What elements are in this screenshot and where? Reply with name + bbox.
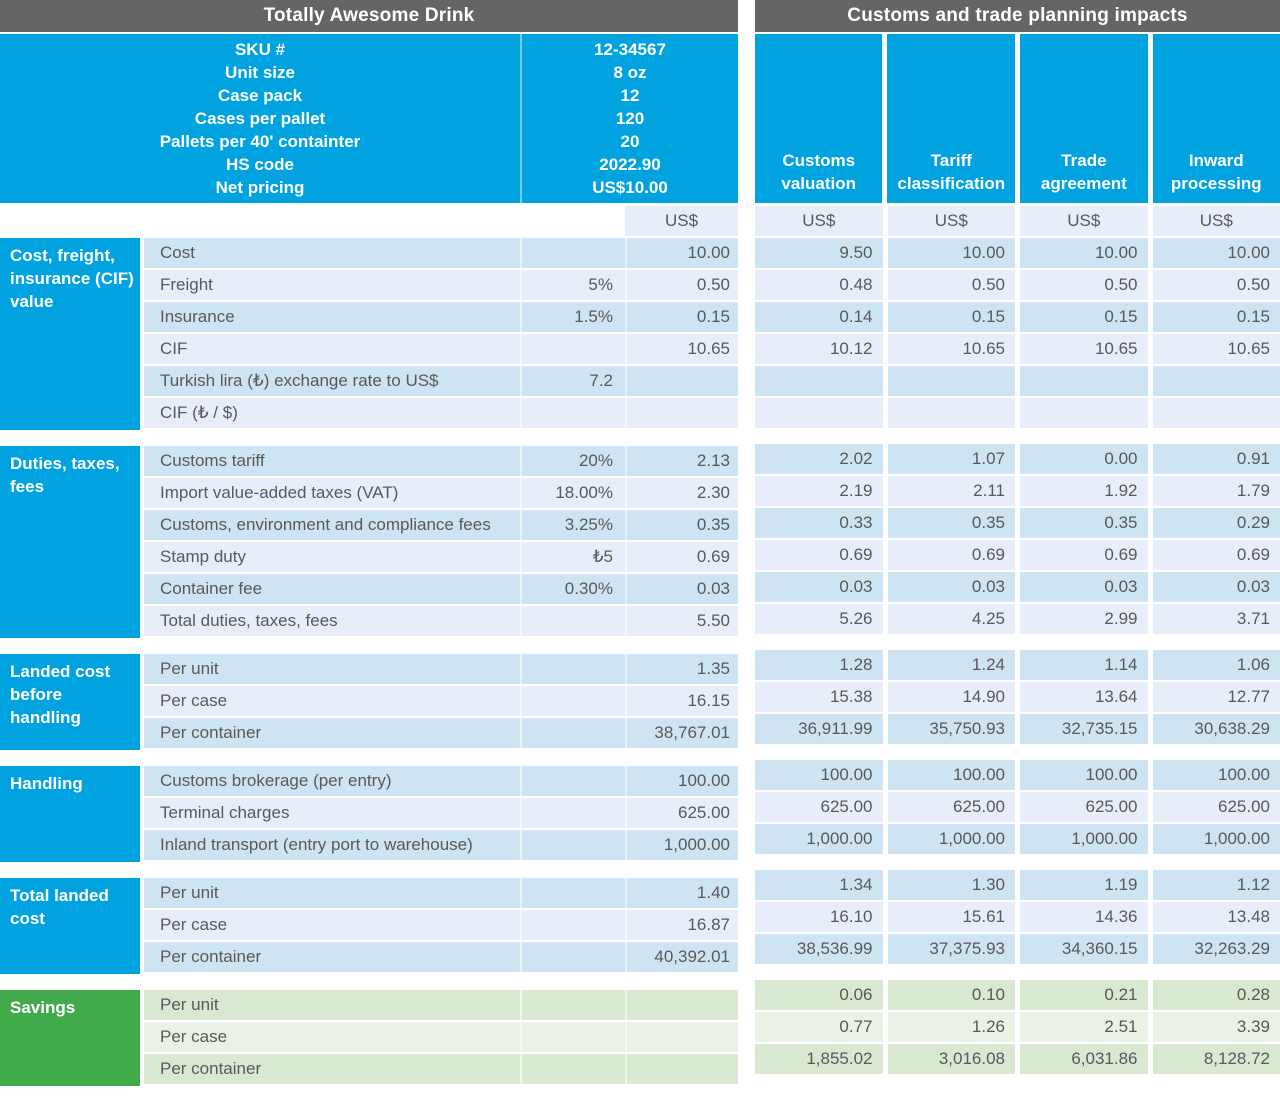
value-cell: 0.03 [1153, 572, 1280, 602]
section-rows [144, 654, 738, 750]
value-cell: 0.15 [1020, 302, 1148, 332]
section-label: Landed cost before handling [0, 654, 140, 750]
currency-header: US$ [755, 206, 883, 236]
value-cell: 0.69 [755, 540, 883, 570]
section-rows [144, 766, 738, 862]
row-percent [520, 942, 625, 972]
right-panel-title: Customs and trade planning impacts [755, 0, 1280, 32]
info-label: Net pricing [0, 176, 520, 199]
row-value: 16.87 [625, 910, 738, 940]
row-label: Cost [144, 238, 520, 268]
value-cell: 10.00 [1153, 238, 1280, 268]
value-cell: 1.14 [1020, 650, 1148, 680]
value-cell: 13.48 [1153, 902, 1280, 932]
value-cell: 1.34 [755, 870, 883, 900]
table-row [755, 714, 1280, 744]
table-row [144, 542, 738, 572]
value-cell: 0.03 [888, 572, 1016, 602]
section-label: Duties, taxes, fees [0, 446, 140, 638]
section-total-landed-values [755, 870, 1280, 964]
value-cell: 0.35 [888, 508, 1016, 538]
table-row [144, 478, 738, 508]
info-label: Cases per pallet [0, 107, 520, 130]
info-value: 12-34567 [522, 38, 738, 61]
product-info-labels [0, 34, 520, 203]
value-cell: 1.12 [1153, 870, 1280, 900]
row-value: 1.35 [625, 654, 738, 684]
value-cell: 625.00 [1020, 792, 1148, 822]
row-value [625, 990, 738, 1020]
table-row [144, 1054, 738, 1084]
table-row [755, 238, 1280, 268]
trade-impacts-panel [755, 0, 1280, 1102]
row-percent [520, 238, 625, 268]
table-row [755, 366, 1280, 396]
value-cell: 6,031.86 [1020, 1044, 1148, 1074]
value-cell: 0.69 [888, 540, 1016, 570]
value-cell: 2.19 [755, 476, 883, 506]
value-cell: 1.30 [888, 870, 1016, 900]
info-value: 12 [522, 84, 738, 107]
table-row [755, 934, 1280, 964]
table-row [755, 682, 1280, 712]
value-cell: 0.21 [1020, 980, 1148, 1010]
value-cell: 0.50 [888, 270, 1016, 300]
table-row [144, 686, 738, 716]
value-cell: 12.77 [1153, 682, 1280, 712]
info-value: 8 oz [522, 61, 738, 84]
table-row [755, 444, 1280, 474]
currency-header: US$ [1020, 206, 1148, 236]
row-value: 100.00 [625, 766, 738, 796]
value-cell: 13.64 [1020, 682, 1148, 712]
row-label: Per case [144, 1022, 520, 1052]
section-landed-before-values [755, 650, 1280, 744]
row-value: 38,767.01 [625, 718, 738, 748]
value-cell: 100.00 [755, 760, 883, 790]
row-label: Per unit [144, 990, 520, 1020]
row-label: CIF (₺ / $) [144, 398, 520, 428]
value-cell: 34,360.15 [1020, 934, 1148, 964]
value-cell: 1.07 [888, 444, 1016, 474]
row-percent [520, 654, 625, 684]
row-value: 2.30 [625, 478, 738, 508]
table-row [755, 540, 1280, 570]
row-label: Terminal charges [144, 798, 520, 828]
currency-header: US$ [888, 206, 1016, 236]
row-percent [520, 606, 625, 636]
value-cell: 10.00 [888, 238, 1016, 268]
right-currency-row [755, 206, 1280, 236]
row-label: Customs tariff [144, 446, 520, 476]
value-cell: 1.26 [888, 1012, 1016, 1042]
value-cell [888, 366, 1016, 396]
value-cell: 38,536.99 [755, 934, 883, 964]
row-value: 1,000.00 [625, 830, 738, 860]
value-cell: 0.00 [1020, 444, 1148, 474]
table-row [755, 270, 1280, 300]
row-label: Total duties, taxes, fees [144, 606, 520, 636]
table-row [755, 1012, 1280, 1042]
section-label: Total landed cost [0, 878, 140, 974]
value-cell: 0.50 [1020, 270, 1148, 300]
row-value [625, 398, 738, 428]
table-row [755, 302, 1280, 332]
row-label: Per container [144, 942, 520, 972]
value-cell: 0.33 [755, 508, 883, 538]
table-row [755, 508, 1280, 538]
table-row [144, 510, 738, 540]
row-label: Stamp duty [144, 542, 520, 572]
table-row [144, 334, 738, 364]
value-cell: 1,000.00 [888, 824, 1016, 854]
value-cell: 10.65 [888, 334, 1016, 364]
value-cell: 37,375.93 [888, 934, 1016, 964]
value-cell: 0.03 [755, 572, 883, 602]
value-cell: 0.91 [1153, 444, 1280, 474]
table-row [144, 990, 738, 1020]
value-cell [888, 398, 1016, 428]
section-label: Savings [0, 990, 140, 1086]
value-cell: 0.29 [1153, 508, 1280, 538]
table-row [755, 1044, 1280, 1074]
value-cell: 1,000.00 [1020, 824, 1148, 854]
row-value: 5.50 [625, 606, 738, 636]
value-cell: 0.03 [1020, 572, 1148, 602]
row-percent [520, 1054, 625, 1084]
row-percent [520, 718, 625, 748]
table-row [144, 910, 738, 940]
info-label: HS code [0, 153, 520, 176]
row-label: Turkish lira (₺) exchange rate to US$ [144, 366, 520, 396]
value-cell: 1.79 [1153, 476, 1280, 506]
row-value: 625.00 [625, 798, 738, 828]
section-total-landed [0, 878, 738, 974]
table-row [755, 760, 1280, 790]
value-cell: 0.50 [1153, 270, 1280, 300]
row-value [625, 1022, 738, 1052]
row-percent: 1.5% [520, 302, 625, 332]
row-label: Per case [144, 686, 520, 716]
value-cell: 1.92 [1020, 476, 1148, 506]
row-percent [520, 830, 625, 860]
value-cell: 1,855.02 [755, 1044, 883, 1074]
row-value: 0.69 [625, 542, 738, 572]
row-label: Per container [144, 718, 520, 748]
table-row [144, 446, 738, 476]
value-cell [755, 398, 883, 428]
value-cell: 32,735.15 [1020, 714, 1148, 744]
row-percent [520, 990, 625, 1020]
row-value [625, 366, 738, 396]
value-cell: 100.00 [1020, 760, 1148, 790]
table-row [755, 902, 1280, 932]
left-sections [0, 238, 738, 1086]
row-percent [520, 798, 625, 828]
table-row [144, 398, 738, 428]
row-value: 0.35 [625, 510, 738, 540]
table-row [144, 302, 738, 332]
row-percent [520, 398, 625, 428]
table-row [144, 1022, 738, 1052]
table-row [144, 766, 738, 796]
value-cell: 0.28 [1153, 980, 1280, 1010]
value-cell: 100.00 [888, 760, 1016, 790]
row-percent: 18.00% [520, 478, 625, 508]
row-label: Insurance [144, 302, 520, 332]
value-cell: 10.65 [1020, 334, 1148, 364]
row-percent: ₺5 [520, 542, 625, 572]
section-handling [0, 766, 738, 862]
info-value: 20 [522, 130, 738, 153]
value-cell: 1.19 [1020, 870, 1148, 900]
table-row [755, 824, 1280, 854]
table-row [755, 476, 1280, 506]
row-percent: 20% [520, 446, 625, 476]
value-cell [1153, 366, 1280, 396]
value-cell: 625.00 [755, 792, 883, 822]
value-cell: 0.48 [755, 270, 883, 300]
value-cell: 14.90 [888, 682, 1016, 712]
value-cell [755, 366, 883, 396]
row-value: 0.03 [625, 574, 738, 604]
row-label: Per case [144, 910, 520, 940]
section-rows [144, 238, 738, 430]
right-sections [755, 238, 1280, 1074]
value-cell: 0.69 [1153, 540, 1280, 570]
product-info-values [520, 34, 738, 203]
table-row [144, 654, 738, 684]
info-label: Unit size [0, 61, 520, 84]
section-landed-before [0, 654, 738, 750]
row-label: Customs, environment and compliance fees [144, 510, 520, 540]
section-rows [144, 878, 738, 974]
column-header: Customs valuation [755, 34, 882, 203]
section-duties-values [755, 444, 1280, 634]
value-cell: 36,911.99 [755, 714, 883, 744]
row-value: 10.00 [625, 238, 738, 268]
table-row [755, 334, 1280, 364]
value-cell: 1,000.00 [755, 824, 883, 854]
value-cell: 14.36 [1020, 902, 1148, 932]
value-cell: 2.51 [1020, 1012, 1148, 1042]
table-row [144, 270, 738, 300]
row-percent [520, 334, 625, 364]
currency-header: US$ [625, 206, 738, 236]
section-handling-values [755, 760, 1280, 854]
section-duties [0, 446, 738, 638]
value-cell: 30,638.29 [1153, 714, 1280, 744]
row-label: Import value-added taxes (VAT) [144, 478, 520, 508]
table-row [755, 792, 1280, 822]
product-info-block [0, 34, 738, 203]
value-cell: 3,016.08 [888, 1044, 1016, 1074]
value-cell: 35,750.93 [888, 714, 1016, 744]
table-row [755, 398, 1280, 428]
value-cell: 10.12 [755, 334, 883, 364]
table-row [144, 718, 738, 748]
row-percent [520, 766, 625, 796]
value-cell: 3.71 [1153, 604, 1280, 634]
row-percent: 7.2 [520, 366, 625, 396]
table-row [144, 830, 738, 860]
table-row [144, 942, 738, 972]
value-cell: 32,263.29 [1153, 934, 1280, 964]
row-percent: 3.25% [520, 510, 625, 540]
scenario-column-headers [755, 34, 1280, 203]
row-label: Per unit [144, 878, 520, 908]
table-row [144, 878, 738, 908]
value-cell: 2.99 [1020, 604, 1148, 634]
row-value [625, 1054, 738, 1084]
section-cif-values [755, 238, 1280, 428]
section-rows [144, 990, 738, 1086]
table-row [144, 366, 738, 396]
row-label: CIF [144, 334, 520, 364]
value-cell: 5.26 [755, 604, 883, 634]
section-savings [0, 990, 738, 1086]
row-label: Container fee [144, 574, 520, 604]
value-cell: 0.35 [1020, 508, 1148, 538]
value-cell: 0.14 [755, 302, 883, 332]
row-percent [520, 686, 625, 716]
section-rows [144, 446, 738, 638]
section-savings-values [755, 980, 1280, 1074]
section-label: Handling [0, 766, 140, 862]
value-cell: 0.69 [1020, 540, 1148, 570]
value-cell: 9.50 [755, 238, 883, 268]
info-label: Pallets per 40' containter [0, 130, 520, 153]
table-row [144, 574, 738, 604]
value-cell [1020, 366, 1148, 396]
column-header: Tariff classification [887, 34, 1015, 203]
value-cell [1153, 398, 1280, 428]
value-cell: 4.25 [888, 604, 1016, 634]
value-cell: 2.02 [755, 444, 883, 474]
value-cell: 15.61 [888, 902, 1016, 932]
info-value: 2022.90 [522, 153, 738, 176]
value-cell: 10.00 [1020, 238, 1148, 268]
value-cell: 0.15 [888, 302, 1016, 332]
value-cell: 8,128.72 [1153, 1044, 1280, 1074]
value-cell: 0.15 [1153, 302, 1280, 332]
table-row [755, 650, 1280, 680]
info-label: Case pack [0, 84, 520, 107]
value-cell: 15.38 [755, 682, 883, 712]
row-value: 10.65 [625, 334, 738, 364]
row-value: 40,392.01 [625, 942, 738, 972]
table-row [755, 980, 1280, 1010]
value-cell: 1.06 [1153, 650, 1280, 680]
value-cell: 625.00 [888, 792, 1016, 822]
value-cell: 0.77 [755, 1012, 883, 1042]
row-label: Customs brokerage (per entry) [144, 766, 520, 796]
value-cell: 0.06 [755, 980, 883, 1010]
row-label: Inland transport (entry port to warehouse) [144, 830, 520, 860]
column-header: Trade agreement [1020, 34, 1147, 203]
row-value: 0.15 [625, 302, 738, 332]
row-value: 2.13 [625, 446, 738, 476]
info-value: 120 [522, 107, 738, 130]
row-percent: 5% [520, 270, 625, 300]
row-percent: 0.30% [520, 574, 625, 604]
left-currency-row [0, 206, 738, 236]
left-panel-title: Totally Awesome Drink [0, 0, 738, 32]
section-cif [0, 238, 738, 430]
info-label: SKU # [0, 38, 520, 61]
info-value: US$10.00 [522, 176, 738, 199]
row-label: Freight [144, 270, 520, 300]
value-cell [1020, 398, 1148, 428]
row-value: 16.15 [625, 686, 738, 716]
value-cell: 625.00 [1153, 792, 1280, 822]
value-cell: 1,000.00 [1153, 824, 1280, 854]
value-cell: 3.39 [1153, 1012, 1280, 1042]
value-cell: 0.10 [888, 980, 1016, 1010]
table-row [144, 798, 738, 828]
row-percent [520, 1022, 625, 1052]
value-cell: 1.28 [755, 650, 883, 680]
row-label: Per unit [144, 654, 520, 684]
row-label: Per container [144, 1054, 520, 1084]
table-row [755, 870, 1280, 900]
section-label: Cost, freight, insurance (CIF) value [0, 238, 140, 430]
row-value: 0.50 [625, 270, 738, 300]
currency-header: US$ [1153, 206, 1280, 236]
value-cell: 1.24 [888, 650, 1016, 680]
value-cell: 10.65 [1153, 334, 1280, 364]
value-cell: 16.10 [755, 902, 883, 932]
table-row [144, 606, 738, 636]
row-percent [520, 878, 625, 908]
column-header: Inward processing [1153, 34, 1280, 203]
value-cell: 2.11 [888, 476, 1016, 506]
table-row [755, 604, 1280, 634]
table-row [755, 572, 1280, 602]
table-row [144, 238, 738, 268]
value-cell: 100.00 [1153, 760, 1280, 790]
row-value: 1.40 [625, 878, 738, 908]
row-percent [520, 910, 625, 940]
